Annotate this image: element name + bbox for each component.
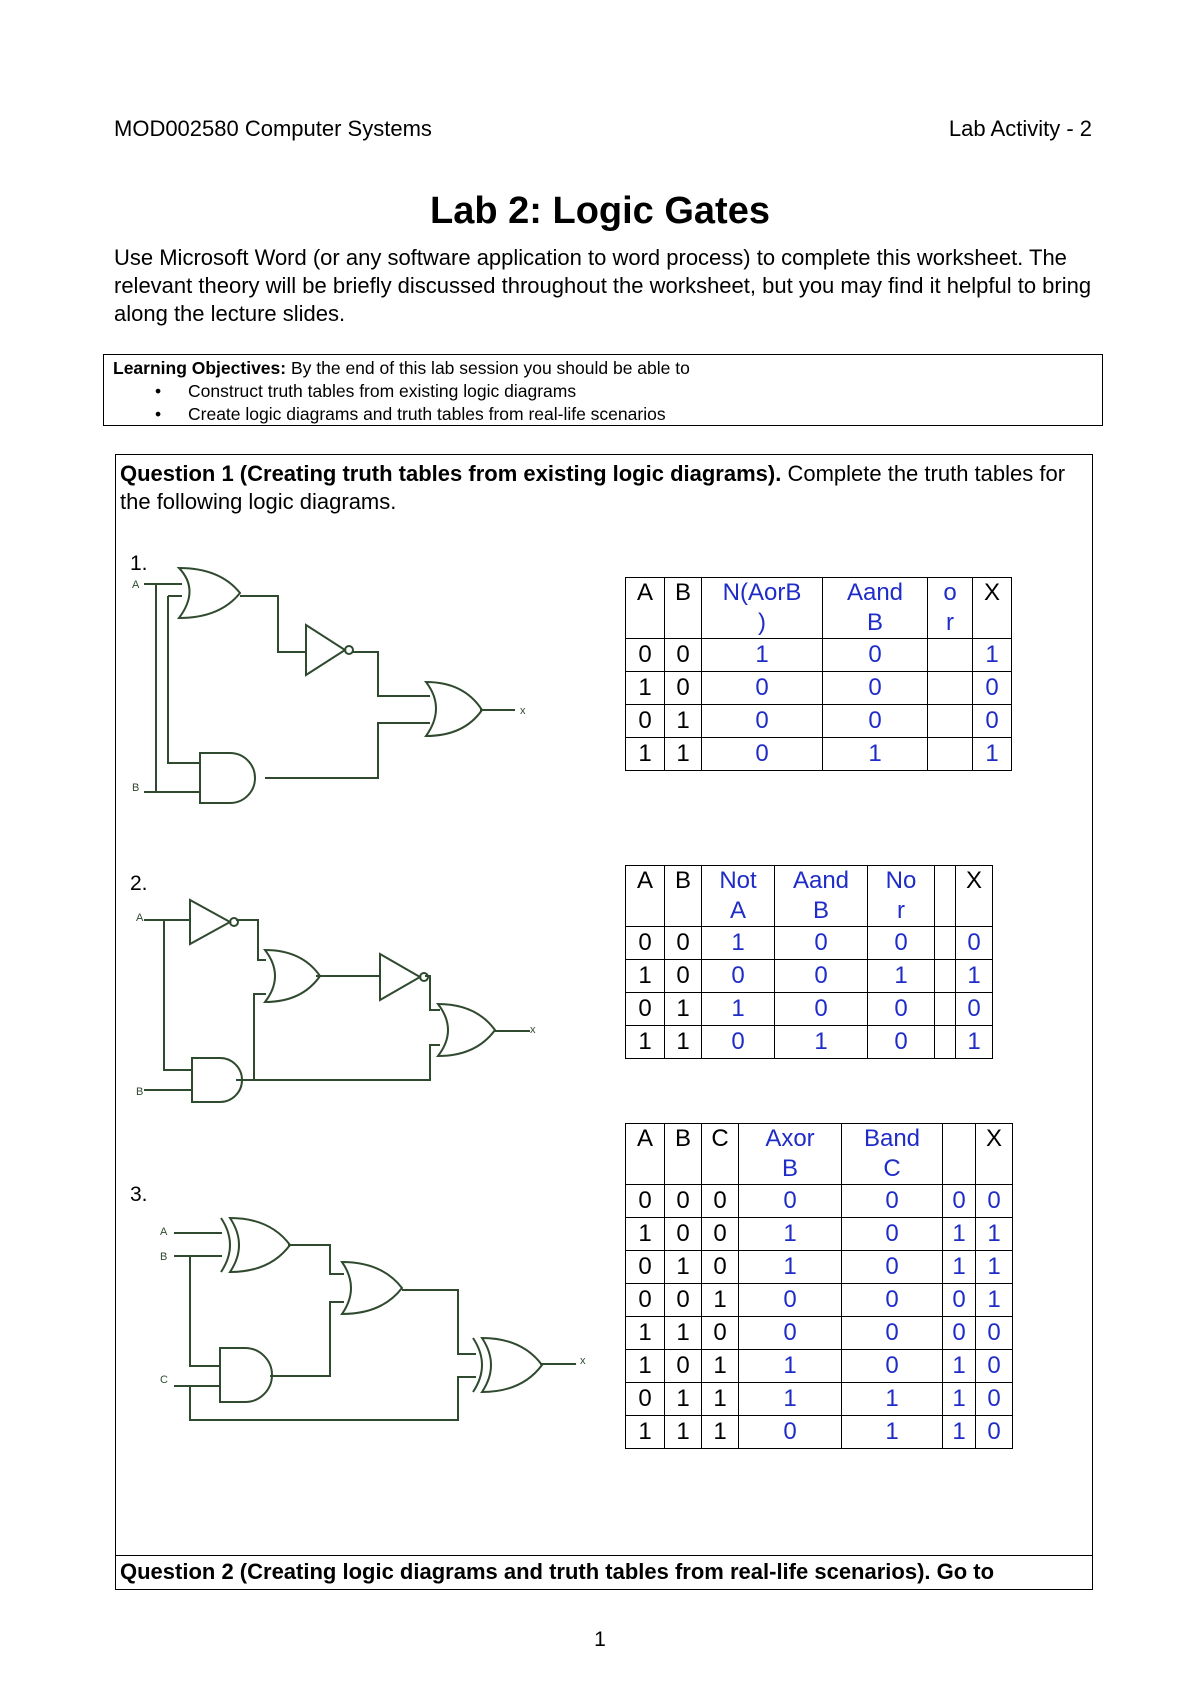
learning-objectives-box <box>103 354 1103 426</box>
table-body <box>626 1185 1013 1449</box>
table-cell: 0 <box>702 1218 739 1251</box>
table-cell: 0 <box>739 1416 842 1449</box>
table-row <box>626 672 1012 705</box>
table-cell: 0 <box>842 1185 943 1218</box>
table-cell: 0 <box>976 1317 1013 1350</box>
table-header-row <box>626 578 1012 639</box>
output-label: x <box>530 1024 536 1036</box>
table-cell: 1 <box>976 1284 1013 1317</box>
col-header-c: C <box>702 1124 739 1185</box>
table-cell: 1 <box>626 1026 665 1059</box>
table-cell: 0 <box>868 993 935 1026</box>
input-label-a: A <box>136 912 144 924</box>
table-cell: 1 <box>973 639 1012 672</box>
table-cell: 0 <box>956 993 993 1026</box>
truth-table-1 <box>625 577 1012 771</box>
table-body <box>626 639 1012 771</box>
output-label: x <box>520 705 526 717</box>
col-header-x: X <box>973 578 1012 639</box>
diagram-number-1: 1. <box>130 552 148 575</box>
truth-table-3 <box>625 1123 1013 1449</box>
table-cell: 1 <box>868 960 935 993</box>
table-cell: 0 <box>739 1317 842 1350</box>
table-row <box>626 1383 1013 1416</box>
table-cell: 0 <box>943 1317 976 1350</box>
table-cell: 1 <box>976 1218 1013 1251</box>
table-cell: 0 <box>775 993 868 1026</box>
col-header-xor: Axor B <box>739 1124 842 1185</box>
table-cell: 0 <box>739 1284 842 1317</box>
col-header-b: B <box>665 1124 702 1185</box>
table-cell: 1 <box>665 1026 702 1059</box>
table-cell: 0 <box>775 960 868 993</box>
table-cell: 0 <box>823 705 928 738</box>
table-body <box>626 927 993 1059</box>
table-cell: 0 <box>842 1317 943 1350</box>
col-header-x: X <box>956 866 993 927</box>
table-cell: 1 <box>665 1317 702 1350</box>
objectives-lead: By the end of this lab session you should be able to <box>286 358 690 378</box>
truth-table-2 <box>625 865 993 1059</box>
course-header: MOD002580 Computer Systems <box>114 116 432 141</box>
output-label: x <box>580 1355 586 1367</box>
col-header-a: A <box>626 578 665 639</box>
question2-text: Question 2 (Creating logic diagrams and truth tables from real-life scenarios). Go to <box>120 1559 995 1584</box>
input-label-a: A <box>132 579 140 591</box>
table-cell: 0 <box>976 1350 1013 1383</box>
table-row <box>626 927 993 960</box>
table-cell <box>928 705 973 738</box>
table-cell: 0 <box>702 1317 739 1350</box>
bullet-icon: • <box>155 381 162 401</box>
table-cell <box>935 960 956 993</box>
col-header-and: Aand B <box>775 866 868 927</box>
question1-text <box>120 460 1080 516</box>
table-cell: 1 <box>943 1383 976 1416</box>
table-cell: 0 <box>626 927 665 960</box>
table-cell: 1 <box>702 639 823 672</box>
table-cell: 0 <box>702 738 823 771</box>
table-cell: 1 <box>702 1350 739 1383</box>
col-header-and: Band C <box>842 1124 943 1185</box>
objectives-label: Learning Objectives: <box>113 358 287 378</box>
table-cell: 0 <box>775 927 868 960</box>
table-cell: 1 <box>943 1218 976 1251</box>
logic-diagram-1 <box>130 560 550 810</box>
diagram-number-3: 3. <box>130 1183 148 1206</box>
col-header-or <box>943 1124 976 1185</box>
table-cell: 1 <box>626 738 665 771</box>
table-cell: 1 <box>665 1416 702 1449</box>
table-cell: 1 <box>739 1350 842 1383</box>
activity-header: Lab Activity - 2 <box>948 116 1092 141</box>
bullet-icon: • <box>155 404 162 424</box>
table-cell: 1 <box>702 1416 739 1449</box>
question1-label: Question 1 (Creating truth tables from existing logic diagrams). <box>120 461 782 486</box>
page-title: Lab 2: Logic Gates <box>430 190 770 232</box>
table-cell: 0 <box>702 705 823 738</box>
input-label-c: C <box>160 1374 168 1386</box>
objective-item <box>113 403 1102 426</box>
table-cell: 1 <box>702 927 775 960</box>
table-cell: 1 <box>702 1383 739 1416</box>
table-cell: 1 <box>956 960 993 993</box>
table-cell: 0 <box>702 1026 775 1059</box>
table-cell: 0 <box>868 927 935 960</box>
logic-diagram-3 <box>130 1190 590 1430</box>
table-cell: 1 <box>702 1284 739 1317</box>
table-cell: 0 <box>626 993 665 1026</box>
table-cell: 0 <box>665 672 702 705</box>
table-cell: 0 <box>739 1185 842 1218</box>
table-cell: 0 <box>842 1218 943 1251</box>
table-row <box>626 1416 1013 1449</box>
logic-diagramm-2 <box>130 880 550 1120</box>
table-cell: 0 <box>665 1284 702 1317</box>
table-row <box>626 1185 1013 1218</box>
table-header-row <box>626 866 993 927</box>
objective-text: Construct truth tables from existing logic diagrams <box>188 381 577 401</box>
table-cell <box>928 738 973 771</box>
table-cell: 1 <box>626 1218 665 1251</box>
table-row <box>626 1284 1013 1317</box>
table-cell: 1 <box>973 738 1012 771</box>
table-cell <box>935 993 956 1026</box>
table-cell: 1 <box>665 738 702 771</box>
table-cell: 1 <box>739 1383 842 1416</box>
table-cell: 0 <box>702 672 823 705</box>
table-cell: 0 <box>823 639 928 672</box>
table-cell: 1 <box>842 1383 943 1416</box>
col-header-b: B <box>665 866 702 927</box>
table-cell: 0 <box>976 1185 1013 1218</box>
col-header-x: X <box>976 1124 1013 1185</box>
table-cell: 1 <box>943 1350 976 1383</box>
table-cell: 0 <box>943 1284 976 1317</box>
col-header-nor: No r <box>868 866 935 927</box>
table-cell: 1 <box>943 1416 976 1449</box>
question1-body: Complete the truth tables for the following logic diagrams. <box>120 461 1066 514</box>
table-cell: 1 <box>702 993 775 1026</box>
table-cell: 1 <box>626 1350 665 1383</box>
table-cell: 0 <box>702 1251 739 1284</box>
table-cell: 0 <box>702 960 775 993</box>
col-header-nor: N(AorB ) <box>702 578 823 639</box>
table-row <box>626 1026 993 1059</box>
question2-divider <box>115 1555 1093 1556</box>
table-cell: 1 <box>665 705 702 738</box>
table-row <box>626 1218 1013 1251</box>
table-cell: 1 <box>775 1026 868 1059</box>
col-header-blank <box>935 866 956 927</box>
table-cell: 0 <box>823 672 928 705</box>
table-cell: 0 <box>973 672 1012 705</box>
col-header-and: Aand B <box>823 578 928 639</box>
col-header-b: B <box>665 578 702 639</box>
objective-text: Create logic diagrams and truth tables from real-life scenarios <box>188 404 666 424</box>
table-cell: 1 <box>626 1416 665 1449</box>
table-cell: 0 <box>665 927 702 960</box>
table-cell: 0 <box>626 639 665 672</box>
table-cell: 1 <box>626 960 665 993</box>
table-cell: 0 <box>943 1185 976 1218</box>
table-cell: 1 <box>665 993 702 1026</box>
table-row <box>626 705 1012 738</box>
table-cell: 1 <box>626 672 665 705</box>
table-cell: 0 <box>626 1383 665 1416</box>
table-row <box>626 1317 1013 1350</box>
diagram-number-2: 2. <box>130 872 148 895</box>
objective-item <box>113 380 1102 403</box>
table-cell: 0 <box>868 1026 935 1059</box>
table-cell: 0 <box>842 1251 943 1284</box>
table-cell <box>928 639 973 672</box>
table-cell: 1 <box>739 1251 842 1284</box>
table-cell: 1 <box>665 1383 702 1416</box>
table-cell: 0 <box>956 927 993 960</box>
table-cell: 1 <box>665 1251 702 1284</box>
table-row <box>626 1251 1013 1284</box>
table-cell: 1 <box>976 1251 1013 1284</box>
page-number: 1 <box>594 1628 606 1651</box>
table-cell: 0 <box>973 705 1012 738</box>
col-header-a: A <box>626 866 665 927</box>
table-cell: 0 <box>665 1350 702 1383</box>
table-cell: 1 <box>823 738 928 771</box>
table-cell: 0 <box>665 1218 702 1251</box>
input-label-a: A <box>160 1226 168 1238</box>
intro-paragraph: Use Microsoft Word (or any software application to word process) to complete this worksheet. The relevant theory will be briefly discussed throughout the worksheet, but you may find it helpful to bring along the lecture slides. <box>114 245 1092 326</box>
input-label-b: B <box>136 1086 144 1098</box>
table-cell <box>935 927 956 960</box>
table-row <box>626 639 1012 672</box>
table-cell: 1 <box>943 1251 976 1284</box>
table-cell: 0 <box>702 1185 739 1218</box>
table-cell: 1 <box>842 1416 943 1449</box>
input-label-b: B <box>160 1251 168 1263</box>
table-cell: 0 <box>665 639 702 672</box>
table-cell: 0 <box>665 1185 702 1218</box>
table-cell: 0 <box>976 1416 1013 1449</box>
table-cell <box>935 1026 956 1059</box>
table-cell: 0 <box>976 1383 1013 1416</box>
table-row <box>626 1350 1013 1383</box>
table-header-row <box>626 1124 1013 1185</box>
table-row <box>626 993 993 1026</box>
table-cell: 0 <box>626 1251 665 1284</box>
table-row <box>626 738 1012 771</box>
col-header-or: o r <box>928 578 973 639</box>
table-cell: 0 <box>842 1284 943 1317</box>
table-cell: 0 <box>626 1185 665 1218</box>
table-row <box>626 960 993 993</box>
table-cell: 1 <box>626 1317 665 1350</box>
col-header-a: A <box>626 1124 665 1185</box>
table-cell: 0 <box>626 705 665 738</box>
col-header-not-a: Not A <box>702 866 775 927</box>
table-cell: 0 <box>626 1284 665 1317</box>
objectives-lead-line <box>113 357 1102 380</box>
input-label-b: B <box>132 782 140 794</box>
table-cell: 1 <box>739 1218 842 1251</box>
table-cell: 1 <box>956 1026 993 1059</box>
table-cell: 0 <box>665 960 702 993</box>
table-cell: 0 <box>842 1350 943 1383</box>
table-cell <box>928 672 973 705</box>
